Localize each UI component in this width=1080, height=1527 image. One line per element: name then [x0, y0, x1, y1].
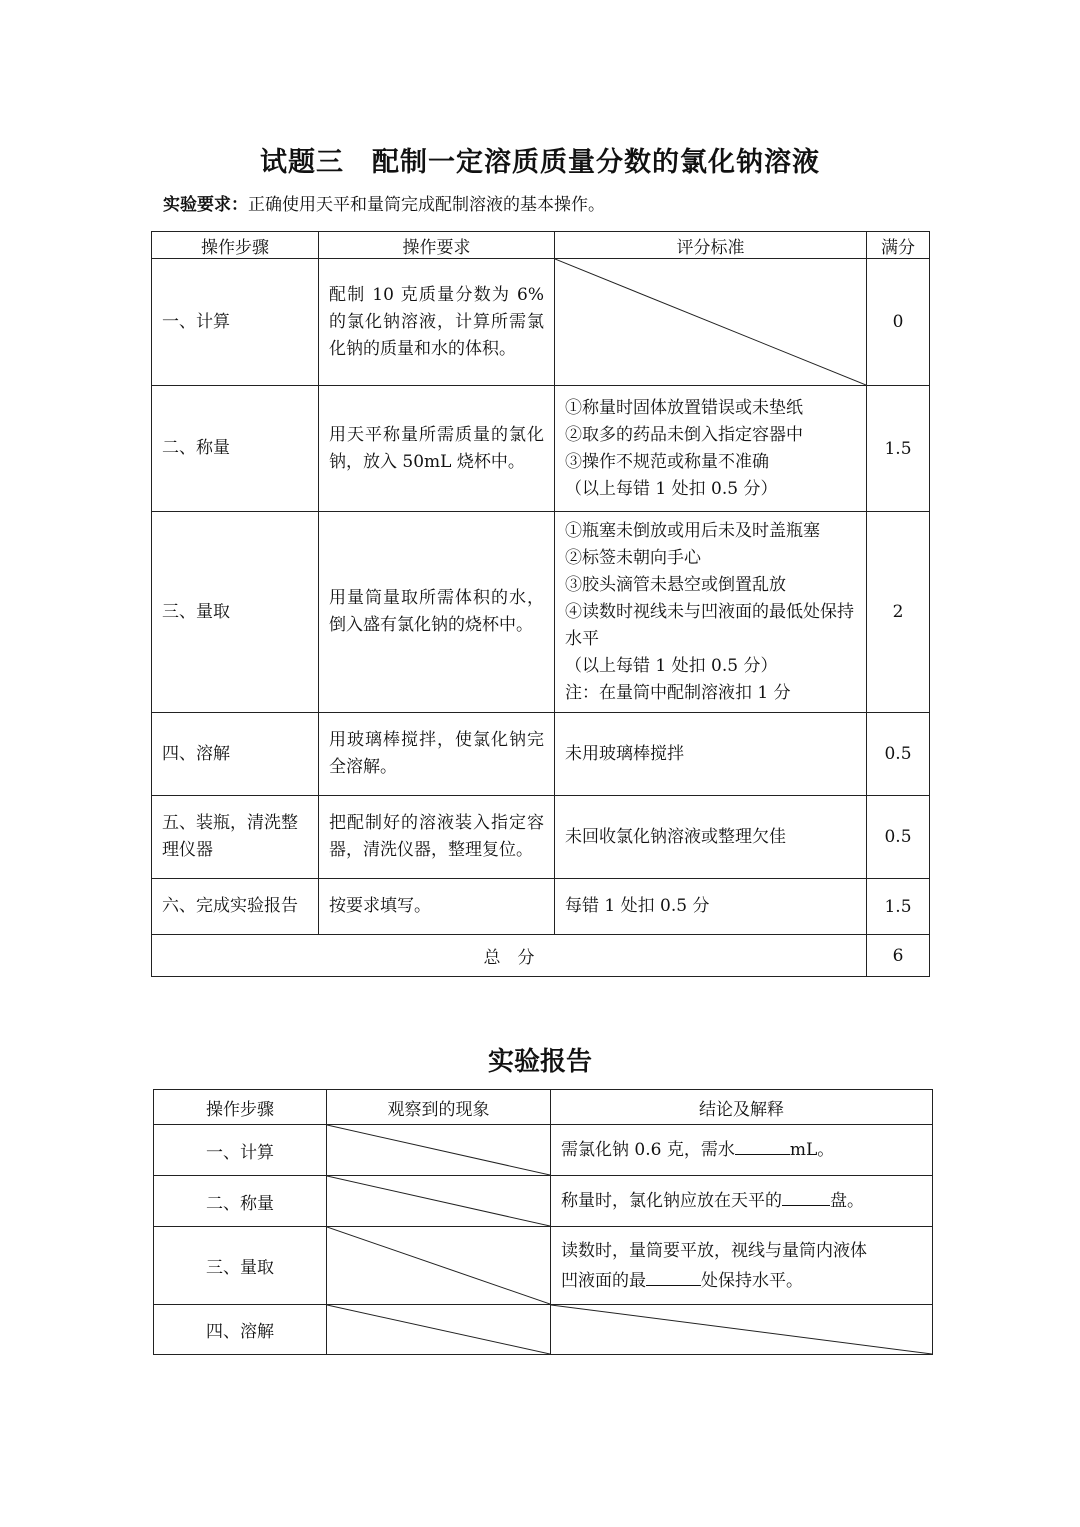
- total-label: 总 分: [152, 935, 867, 977]
- header-step: 操作步骤: [152, 232, 319, 259]
- score-cell: 0: [867, 259, 930, 386]
- criteria-cell: 未回收氯化钠溶液或整理欠佳: [555, 796, 867, 879]
- report-row: [154, 1227, 933, 1305]
- criteria-line: ②标签未朝向手心: [565, 547, 701, 568]
- criteria-cell: 每错 1 处扣 0.5 分: [555, 879, 867, 935]
- report-step-cell: 四、溶解: [154, 1305, 327, 1355]
- scoring-table: [151, 231, 930, 977]
- report-conclusion-cell: 读数时，量筒要平放，视线与量筒内液体 凹液面的最 处保持水平。: [551, 1227, 933, 1305]
- step-cell: 四、溶解: [152, 713, 319, 796]
- requirement-cell: 把配制好的溶液装入指定容器，清洗仪器，整理复位。: [319, 796, 555, 879]
- report-header-row: [154, 1090, 933, 1125]
- criteria-line: ③胶头滴管未悬空或倒置乱放: [565, 574, 786, 595]
- requirement-label: 实验要求：: [163, 195, 248, 215]
- score-cell: 0.5: [867, 796, 930, 879]
- score-cell: 1.5: [867, 879, 930, 935]
- conclusion-blank-cell: [551, 1305, 933, 1355]
- requirement-text: 正确使用天平和量筒完成配制溶液的基本操作。: [248, 195, 605, 215]
- total-score: 6: [867, 935, 930, 977]
- report-step-cell: 二、称量: [154, 1176, 327, 1227]
- criteria-cell: 未用玻璃棒搅拌: [555, 713, 867, 796]
- header-criteria: 评分标准: [555, 232, 867, 259]
- criteria-line: ①瓶塞未倒放或用后未及时盖瓶塞: [565, 520, 820, 541]
- score-cell: 1.5: [867, 386, 930, 512]
- report-step-cell: 一、计算: [154, 1125, 327, 1176]
- table-row: [152, 796, 930, 879]
- report-header-step: 操作步骤: [154, 1090, 327, 1125]
- table-row: [152, 879, 930, 935]
- table-row: [152, 512, 930, 713]
- criteria-cell: [555, 512, 867, 713]
- requirement-cell: 用玻璃棒搅拌，使氯化钠完全溶解。: [319, 713, 555, 796]
- header-score: 满分: [867, 232, 930, 259]
- requirement-cell: 按要求填写。: [319, 879, 555, 935]
- page-title: 试题三 配制一定溶质质量分数的氯化钠溶液: [260, 147, 820, 178]
- observation-blank-cell: [327, 1227, 551, 1305]
- report-conclusion-cell: 称量时，氯化钠应放在天平的 盘。: [551, 1176, 933, 1227]
- criteria-line: ②取多的药品未倒入指定容器中: [565, 424, 803, 445]
- score-cell: 0.5: [867, 713, 930, 796]
- observation-blank-cell: [327, 1176, 551, 1227]
- criteria-line: ④读数时视线未与凹液面的最低处保持水平: [565, 601, 854, 649]
- observation-blank-cell: [327, 1125, 551, 1176]
- experiment-requirement: [163, 190, 605, 215]
- report-title: 实验报告: [487, 1047, 592, 1077]
- header-requirement: 操作要求: [319, 232, 555, 259]
- report-row: [154, 1176, 933, 1227]
- requirement-cell: 用量筒量取所需体积的水，倒入盛有氯化钠的烧杯中。: [319, 512, 555, 713]
- requirement-cell: 配制 10 克质量分数为 6%的氯化钠溶液，计算所需氯化钠的质量和水的体积。: [319, 259, 555, 386]
- observation-blank-cell: [327, 1305, 551, 1355]
- step-cell: 五、装瓶，清洗整理仪器: [152, 796, 319, 879]
- total-row: [152, 935, 930, 977]
- table-header-row: [152, 232, 930, 259]
- table-row: [152, 386, 930, 512]
- table-row: [152, 259, 930, 386]
- report-step-cell: 三、量取: [154, 1227, 327, 1305]
- diagonal-line: [327, 1125, 550, 1175]
- fill-in-blank-water-volume[interactable]: [735, 1136, 790, 1155]
- report-header-observation: 观察到的现象: [327, 1090, 551, 1125]
- diagonal-line: [327, 1227, 550, 1304]
- report-row: [154, 1125, 933, 1176]
- step-cell: 二、称量: [152, 386, 319, 512]
- table-row: [152, 713, 930, 796]
- fill-in-blank-meniscus[interactable]: [646, 1267, 701, 1286]
- criteria-line: ①称量时固体放置错误或未垫纸: [565, 397, 803, 418]
- criteria-note: 注：在量筒中配制溶液扣 1 分: [565, 682, 791, 703]
- step-cell: 三、量取: [152, 512, 319, 713]
- diagonal-line: [327, 1305, 550, 1354]
- diagonal-empty-cell: [555, 259, 867, 386]
- report-table: [153, 1089, 933, 1355]
- report-conclusion-cell: 需氯化钠 0.6 克，需水 mL。: [551, 1125, 933, 1176]
- criteria-cell: [555, 386, 867, 512]
- diagonal-line: [555, 259, 866, 385]
- diagonal-line: [551, 1305, 932, 1354]
- requirement-cell: 用天平称量所需质量的氯化钠，放入 50mL 烧杯中。: [319, 386, 555, 512]
- criteria-line: ③操作不规范或称量不准确: [565, 451, 769, 472]
- score-cell: 2: [867, 512, 930, 713]
- diagonal-line: [327, 1176, 550, 1226]
- criteria-note: （以上每错 1 处扣 0.5 分）: [565, 478, 778, 499]
- criteria-note: （以上每错 1 处扣 0.5 分）: [565, 655, 778, 676]
- step-cell: 一、计算: [152, 259, 319, 386]
- fill-in-blank-balance-pan[interactable]: [782, 1187, 830, 1206]
- report-header-conclusion: 结论及解释: [551, 1090, 933, 1125]
- step-cell: 六、完成实验报告: [152, 879, 319, 935]
- report-row: [154, 1305, 933, 1355]
